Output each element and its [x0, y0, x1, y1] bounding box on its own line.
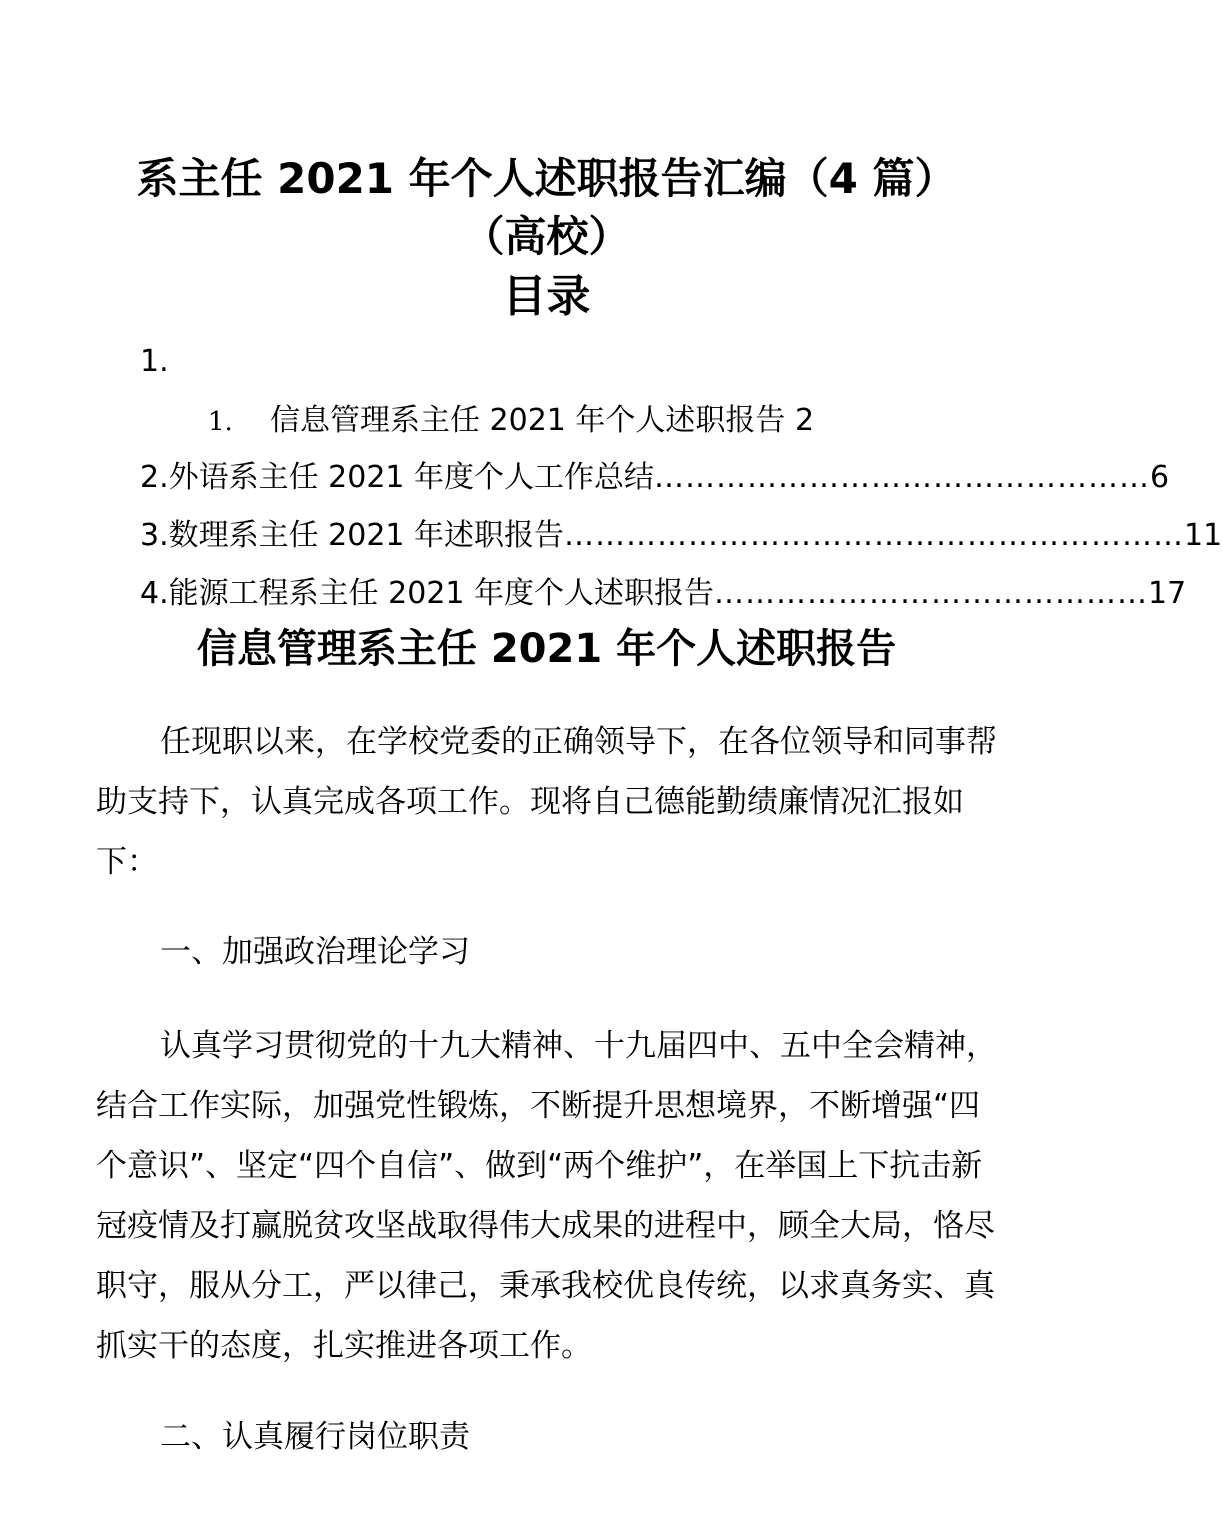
toc-entry-2[interactable] — [140, 456, 1170, 500]
toc-page-number: 11 — [1184, 518, 1222, 553]
toc-leader-dots: …………………………………… — [714, 576, 1149, 611]
toc-heading: 目录 — [502, 271, 591, 322]
toc-entry-3[interactable] — [140, 514, 1222, 558]
toc-entry-label: 2.外语系主任 2021 年度个人工作总结 — [140, 460, 655, 495]
section-heading-1: 一、加强政治理论学习 — [160, 934, 470, 970]
toc-entry-1-text: 信息管理系主任 2021 年个人述职报告 2 — [270, 403, 815, 438]
toc-leader-dots: …………………………………………………… — [564, 518, 1185, 553]
toc-entry-1[interactable] — [208, 400, 814, 443]
section-heading-2: 二、认真履行岗位职责 — [160, 1419, 470, 1455]
toc-entry-label: 3.数理系主任 2021 年述职报告 — [140, 518, 565, 553]
document-title-line2: （高校） — [462, 212, 631, 261]
paragraph-intro: 任现职以来，在学校党委的正确领导下，在各位领导和同事帮助支持下，认真完成各项工作。现将自己德能勤绩廉情况汇报如下： — [96, 724, 997, 880]
toc-page-number: 17 — [1148, 576, 1187, 611]
toc-entry-1-number: 1. — [208, 407, 233, 437]
toc-top-number: 1. — [140, 344, 169, 379]
article-title: 信息管理系主任 2021 年个人述职报告 — [196, 626, 897, 672]
document-title-line1: 系主任 2021 年个人述职报告汇编（4 篇） — [136, 154, 957, 203]
toc-leader-dots: ………………………………………… — [654, 460, 1151, 495]
toc-page-number: 6 — [1150, 460, 1170, 495]
toc-entry-label: 4.能源工程系主任 2021 年度个人述职报告 — [140, 576, 715, 611]
toc-entry-4[interactable] — [140, 572, 1187, 616]
paragraph-study: 认真学习贯彻党的十九大精神、十九届四中、五中全会精神，结合工作实际，加强党性锻炼，不断提升思想境界，不断增强“四个意识”、坚定“四个自信”、做到“两个维护”，在举国上下抗击新冠疫情及打赢脱贫攻坚战取得伟大成果的进程中，顾全大局，恪尽职守，服从分工，严以律己，秉承我校优良传统，以求真务实、真抓实干的态度，扎实推进各项工作。 — [96, 1028, 997, 1364]
